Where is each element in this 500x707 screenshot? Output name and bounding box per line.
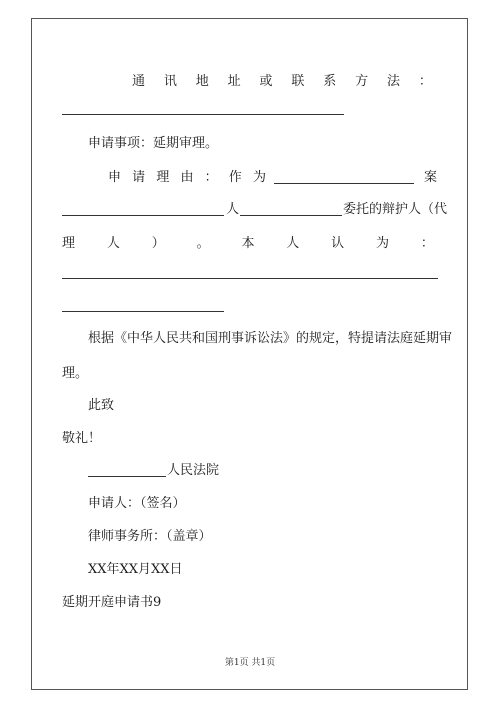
case-name-blank — [274, 183, 414, 184]
contact-fill-line — [62, 114, 344, 115]
reason-fill-line-1 — [62, 278, 438, 279]
lawyer-name-blank — [240, 215, 342, 216]
page-border — [31, 18, 468, 690]
person-char: 人 — [226, 202, 240, 217]
basis-line-1: 根据《中华人民共和国刑事诉讼法》的规定，特提请法庭延期审 — [88, 331, 453, 346]
reason-continued: 理 人 ） 。 本 人 认 为 ： — [62, 236, 434, 251]
closing-text: 此致 — [88, 398, 115, 413]
page-footer: 第1页 共1页 — [224, 658, 276, 668]
reason-fill-line-2 — [62, 311, 224, 312]
law-firm-seal: 律师事务所：（盖章） — [88, 529, 212, 544]
court-suffix: 人民法院 — [167, 463, 220, 478]
date-line: XX年XX月XX日 — [88, 562, 183, 577]
contact-label: 通 讯 地 址 或 联 系 方 法 ： — [132, 74, 432, 89]
basis-line-2: 理。 — [62, 366, 89, 381]
court-name-blank — [88, 476, 166, 477]
entrusted-text: 委托的辩护人（代 — [343, 202, 448, 217]
salute-text: 敬礼！ — [62, 431, 102, 446]
next-document-title: 延期开庭申请书9 — [62, 595, 162, 610]
defendant-blank — [62, 215, 224, 216]
case-char: 案 — [424, 170, 438, 185]
reason-lead: 申 请 理 由 ： 作 为 — [108, 170, 266, 185]
matter-line: 申请事项：延期审理。 — [88, 136, 219, 151]
applicant-signature: 申请人：（签名） — [88, 496, 186, 511]
